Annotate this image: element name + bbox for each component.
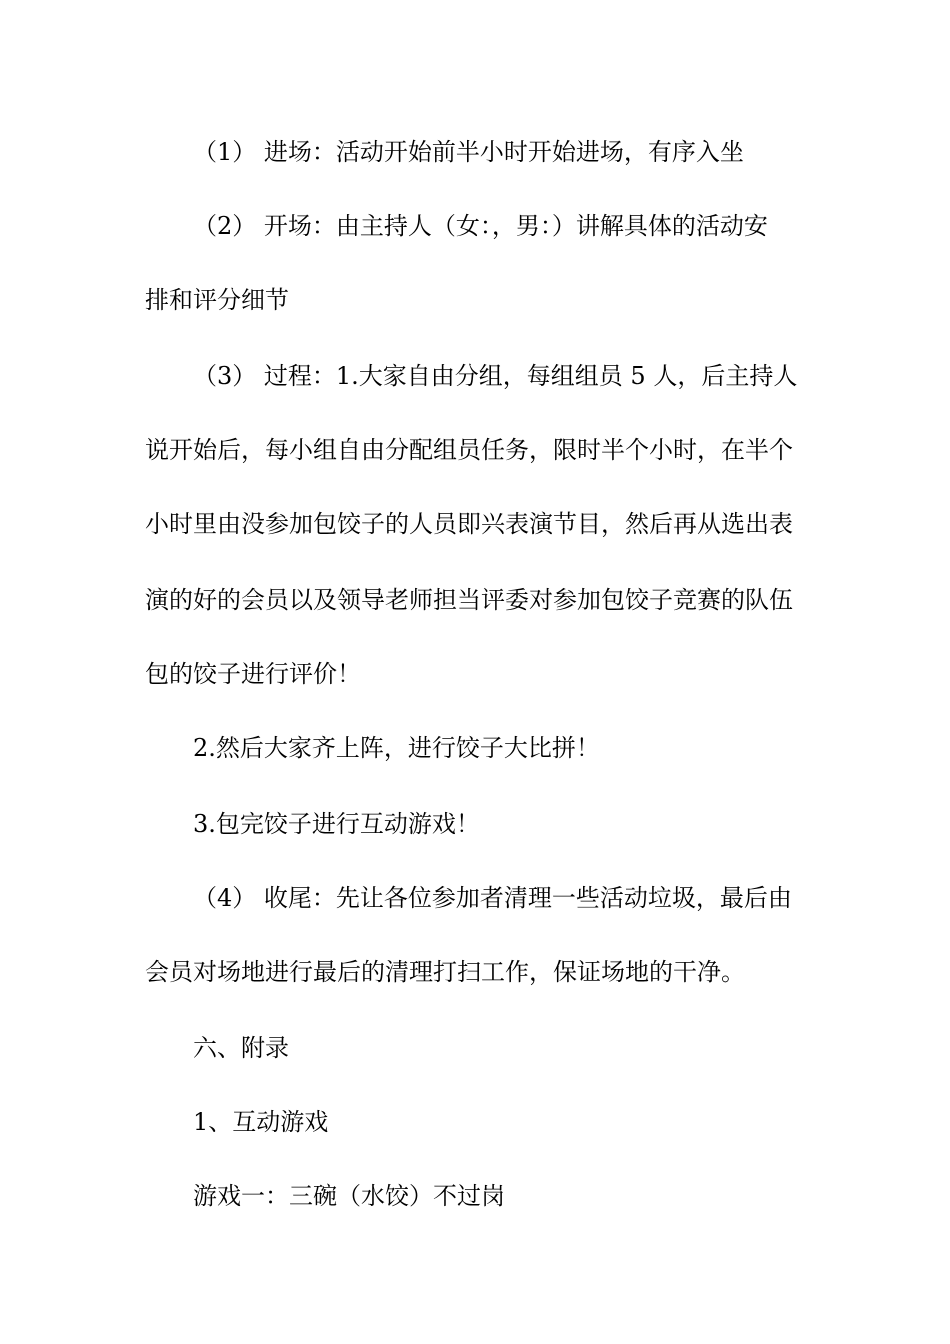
game-one-title: 游戏一：三碗（水饺）不过岗 (193, 1182, 505, 1210)
step-4-closing-continuation: 会员对场地进行最后的清理打扫工作，保证场地的干净。 (145, 958, 745, 986)
step-3-process-continuation-1: 说开始后，每小组自由分配组员任务，限时半个小时，在半个 (145, 436, 793, 464)
step-3-substep-3: 3.包完饺子进行互动游戏！ (193, 810, 480, 838)
step-3-process-continuation-2: 小时里由没参加包饺子的人员即兴表演节目，然后再从选出表 (145, 510, 793, 538)
step-3-process-continuation-3: 演的好的会员以及领导老师担当评委对参加包饺子竞赛的队伍 (145, 586, 793, 614)
step-2-opening-line: （2） 开场：由主持人（女：，男：）讲解具体的活动安 (193, 212, 768, 240)
appendix-item-interactive-games: 1、互动游戏 (193, 1108, 329, 1136)
step-1-entry-line: （1） 进场：活动开始前半小时开始进场，有序入坐 (193, 138, 744, 166)
step-4-closing-line: （4） 收尾：先让各位参加者清理一些活动垃圾，最后由 (193, 884, 792, 912)
step-2-opening-continuation: 排和评分细节 (145, 286, 289, 314)
step-3-process-line: （3） 过程：1.大家自由分组，每组组员 5 人，后主持人 (193, 362, 798, 390)
appendix-heading: 六、附录 (193, 1034, 289, 1062)
step-3-substep-2: 2.然后大家齐上阵，进行饺子大比拼！ (193, 734, 600, 762)
step-3-process-continuation-4: 包的饺子进行评价！ (145, 660, 361, 688)
